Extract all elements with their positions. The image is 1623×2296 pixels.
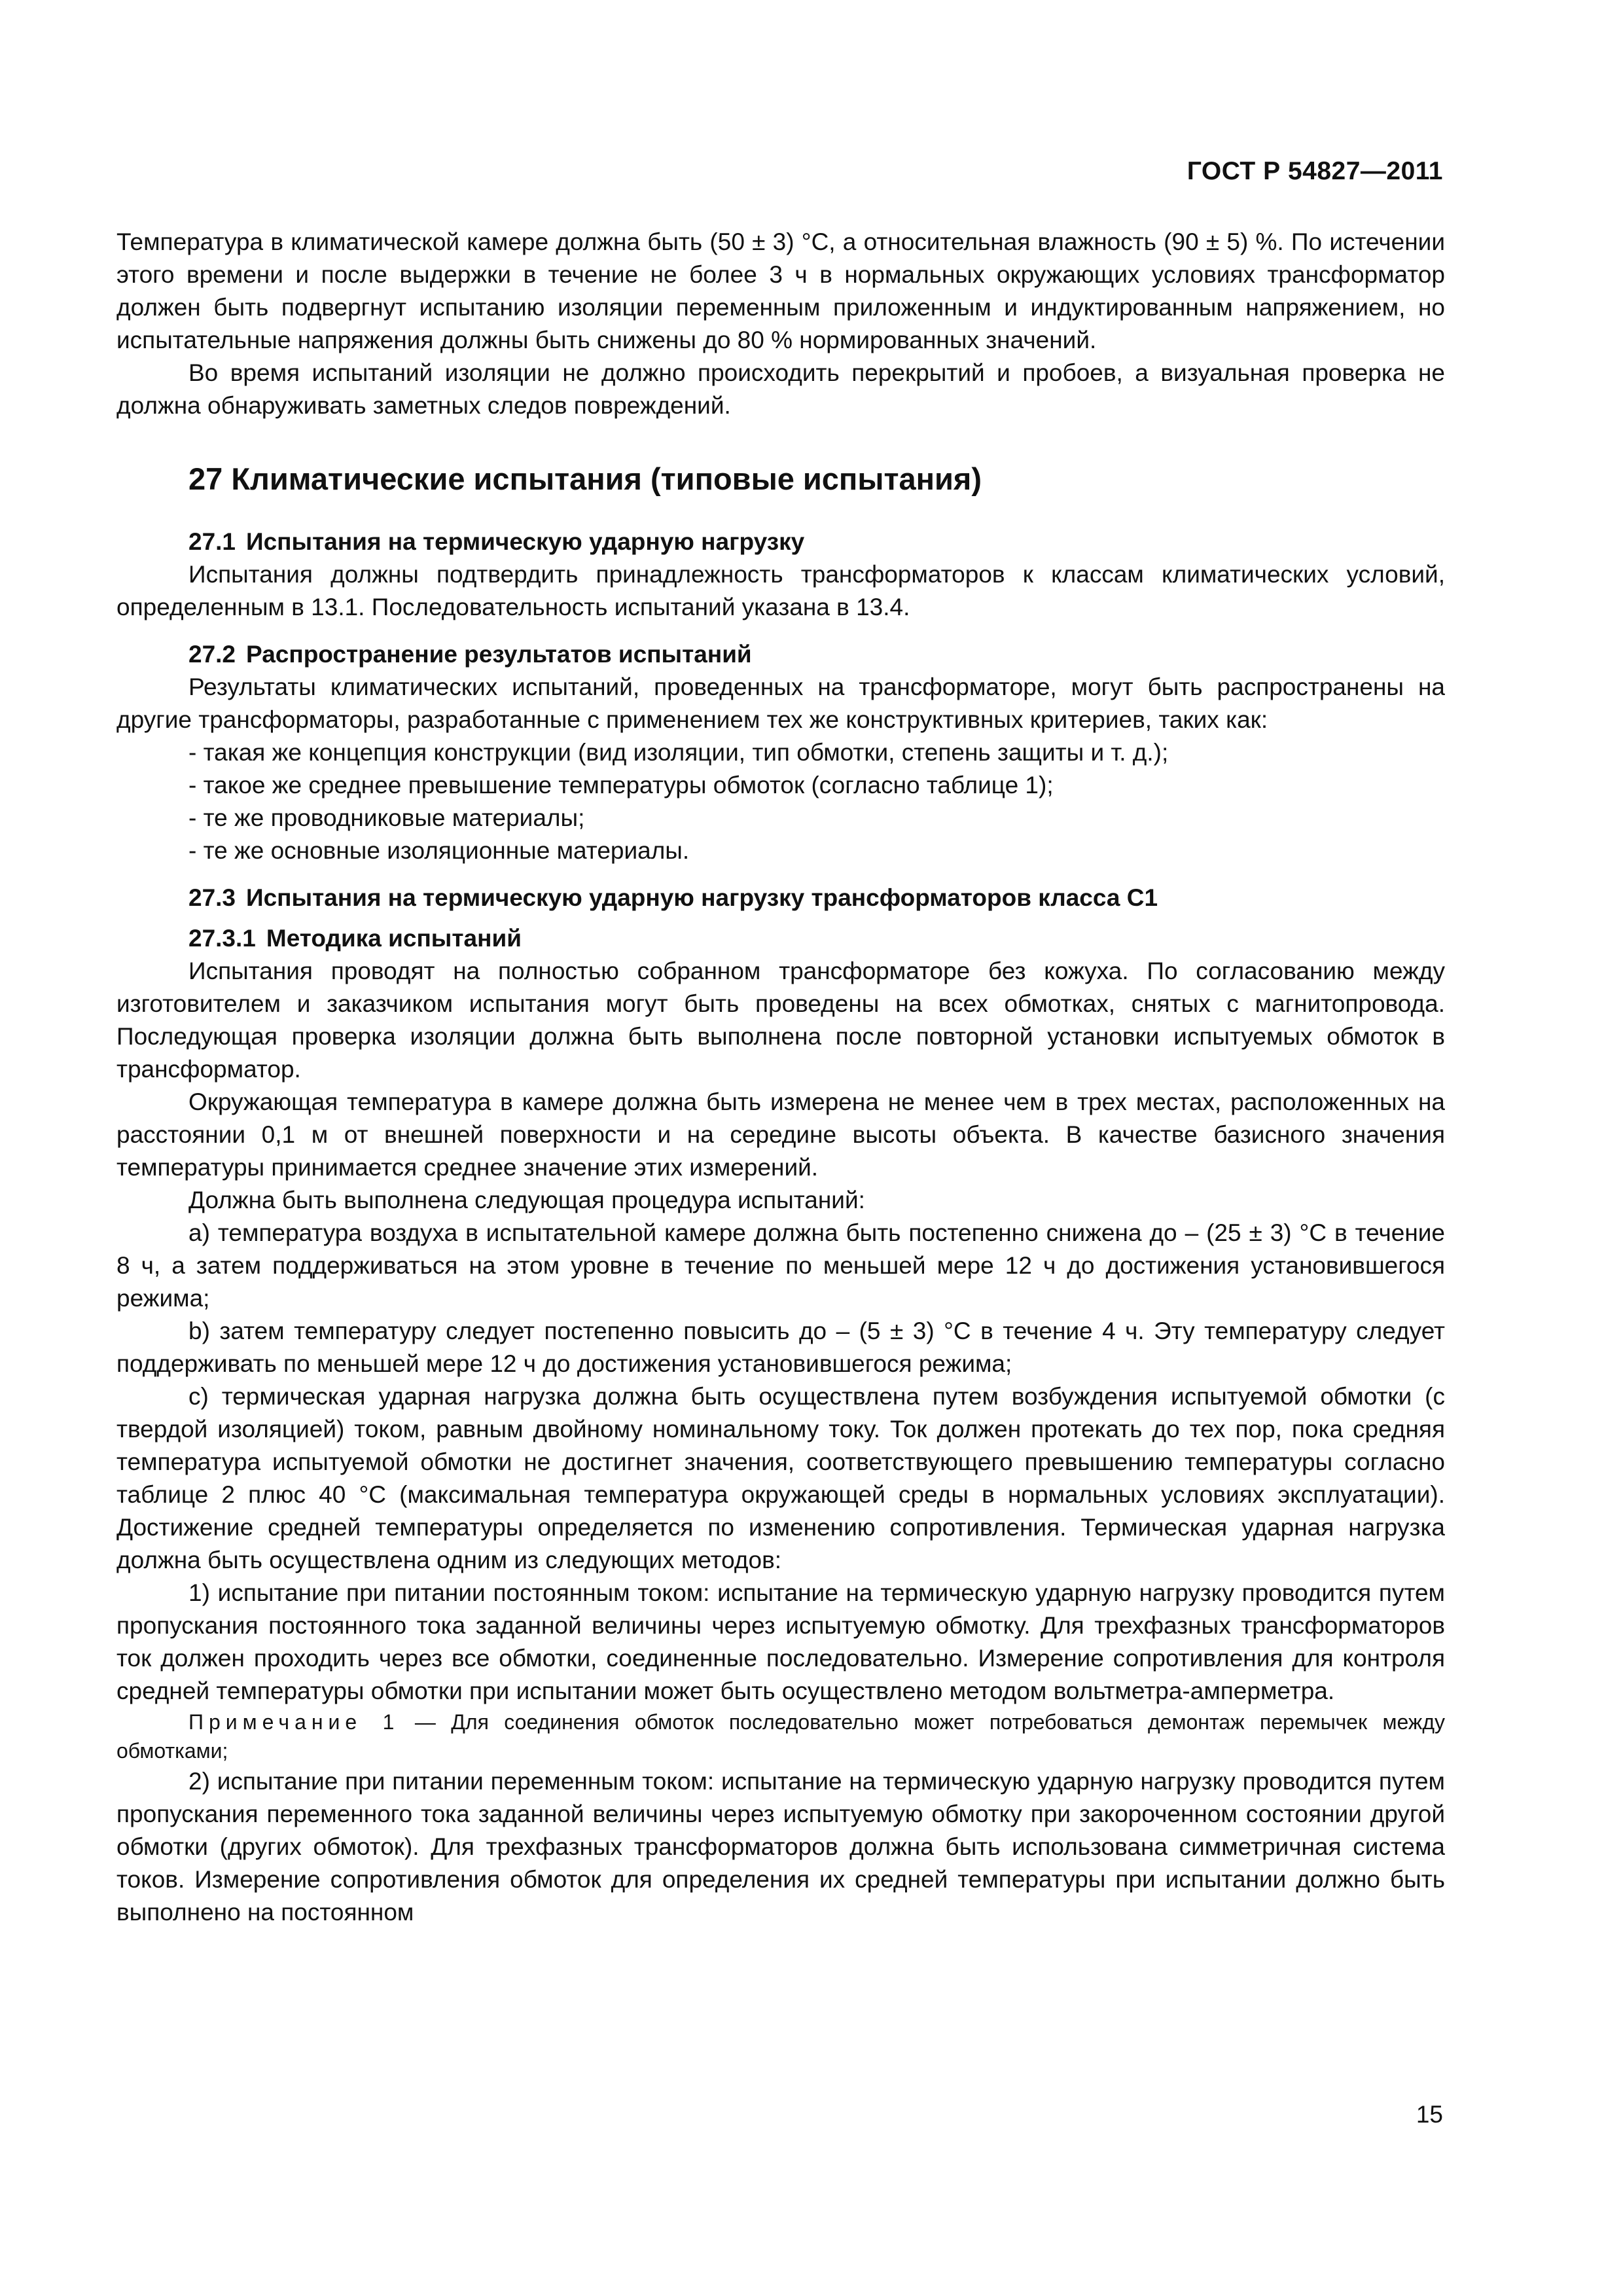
subsection-title: Распространение результатов испытаний	[246, 641, 752, 668]
note	[116, 1708, 1445, 1765]
paragraph: Должна быть выполнена следующая процедура испытаний:	[188, 1187, 865, 1213]
note-text: — Для соединения обмоток последовательно может потребоваться демонтаж перемычек между обмотками;	[116, 1710, 1446, 1763]
list-item-c: с) термическая ударная нагрузка должна быть осуществлена путем возбуждения испытуемой обмотки (с твердой изоляцией) током, равным двойному номинальному току. Ток должен протекать до тех пор, пока средняя температура испытуемой обмотки не достигнет значения, соответствующего превышению температуры согласно таблице 2 плюс 40 °C (максимальная температура окружающей среды в нормальных условиях эксплуатации). Достижение средней температуры определяется по изменению сопротивления. Термическая ударная нагрузка должна быть осуществлена одним из следующих методов:	[116, 1383, 1445, 1573]
section-heading: 27 Климатические испытания (типовые испытания)	[188, 461, 982, 496]
clause-number: 27.3.1	[188, 925, 256, 952]
note-label: Примечание 1	[188, 1710, 400, 1734]
subsection-heading	[188, 526, 1445, 558]
document-code: ГОСТ Р 54827—2011	[1186, 157, 1443, 185]
paragraph: Окружающая температура в камере должна быть измерена не менее чем в трех местах, расположенных на расстоянии 0,1 м от внешней поверхности и на середине высоты объекта. В качестве базисного значения температуры принимается среднее значение этих измерений.	[116, 1088, 1445, 1181]
list-item-a: а) температура воздуха в испытательной камере должна быть постепенно снижена до – (25 ± 3) °C в течение 8 ч, а затем поддерживаться на этом уровне в течение по меньшей мере 12 ч до достижения установившегося режима;	[116, 1219, 1445, 1312]
subsection-number: 27.3	[188, 884, 236, 911]
page-body	[116, 226, 1445, 1929]
paragraph: Результаты климатических испытаний, проведенных на трансформаторе, могут быть распространены на другие трансформаторы, разработанные с применением тех же конструктивных критериев, таких как:	[116, 673, 1445, 733]
subsection-title: Испытания на термическую ударную нагрузку	[246, 528, 805, 555]
list-item-b: b) затем температуру следует постепенно повысить до – (5 ± 3) °C в течение 4 ч. Эту температуру следует поддерживать по меньшей мере 12 ч до достижения установившегося режима;	[116, 1318, 1445, 1377]
method-item-2: 2) испытание при питании переменным током: испытание на термическую ударную нагрузку проводится путем пропускания переменного тока заданной величины через испытуемую обмотку при закороченном состоянии другой обмотки (других обмоток). Для трехфазных трансформаторов должна быть использована симметричная система токов. Измерение сопротивления обмоток для определения их средней температуры при испытании должно быть выполнено на постоянном	[116, 1768, 1445, 1926]
subsection-number: 27.2	[188, 641, 236, 668]
list-item: - такое же среднее превышение температуры обмоток (согласно таблице 1);	[188, 772, 1054, 798]
clause-title: Методика испытаний	[266, 925, 522, 952]
paragraph: Температура в климатической камере должна быть (50 ± 3) °C, а относительная влажность (90 ± 5) %. По истечении этого времени и после выдержки в течение не более 3 ч в нормальных окружающих условиях трансформатор должен быть подвергнут испытанию изоляции переменным приложенным и индуктированным напряжением, но испытательные напряжения должны быть снижены до 80 % нормированных значений.	[116, 228, 1446, 353]
clause-heading	[188, 922, 1445, 955]
list-item: - такая же концепция конструкции (вид изоляции, тип обмотки, степень защиты и т. д.);	[188, 739, 1169, 766]
paragraph: Во время испытаний изоляции не должно происходить перекрытий и пробоев, а визуальная проверка не должна обнаруживать заметных следов повреждений.	[116, 359, 1445, 419]
subsection-heading	[188, 882, 1445, 914]
subsection-number: 27.1	[188, 528, 236, 555]
paragraph: Испытания должны подтвердить принадлежность трансформаторов к классам климатических условий, определенным в 13.1. Последовательность испытаний указана в 13.4.	[116, 561, 1445, 620]
page-number: 15	[1416, 2101, 1443, 2128]
paragraph: Испытания проводят на полностью собранном трансформаторе без кожуха. По согласованию между изготовителем и заказчиком испытания могут быть проведены на всех обмотках, снятых с магнитопровода. Последующая проверка изоляции должна быть выполнена после повторной установки испытуемых обмоток в трансформатор.	[116, 958, 1445, 1083]
method-item-1: 1) испытание при питании постоянным током: испытание на термическую ударную нагрузку проводится путем пропускания постоянного тока заданной величины через испытуемую обмотку. Для трехфазных трансформаторов ток должен проходить через все обмотки, соединенные последовательно. Измерение сопротивления для контроля средней температуры обмотки при испытании может быть осуществлено методом вольтметра-амперметра.	[116, 1579, 1445, 1704]
list-item: - те же проводниковые материалы;	[188, 804, 585, 831]
list-item: - те же основные изоляционные материалы.	[188, 837, 690, 864]
subsection-heading	[188, 638, 1445, 671]
subsection-title: Испытания на термическую ударную нагрузку трансформаторов класса C1	[246, 884, 1158, 911]
